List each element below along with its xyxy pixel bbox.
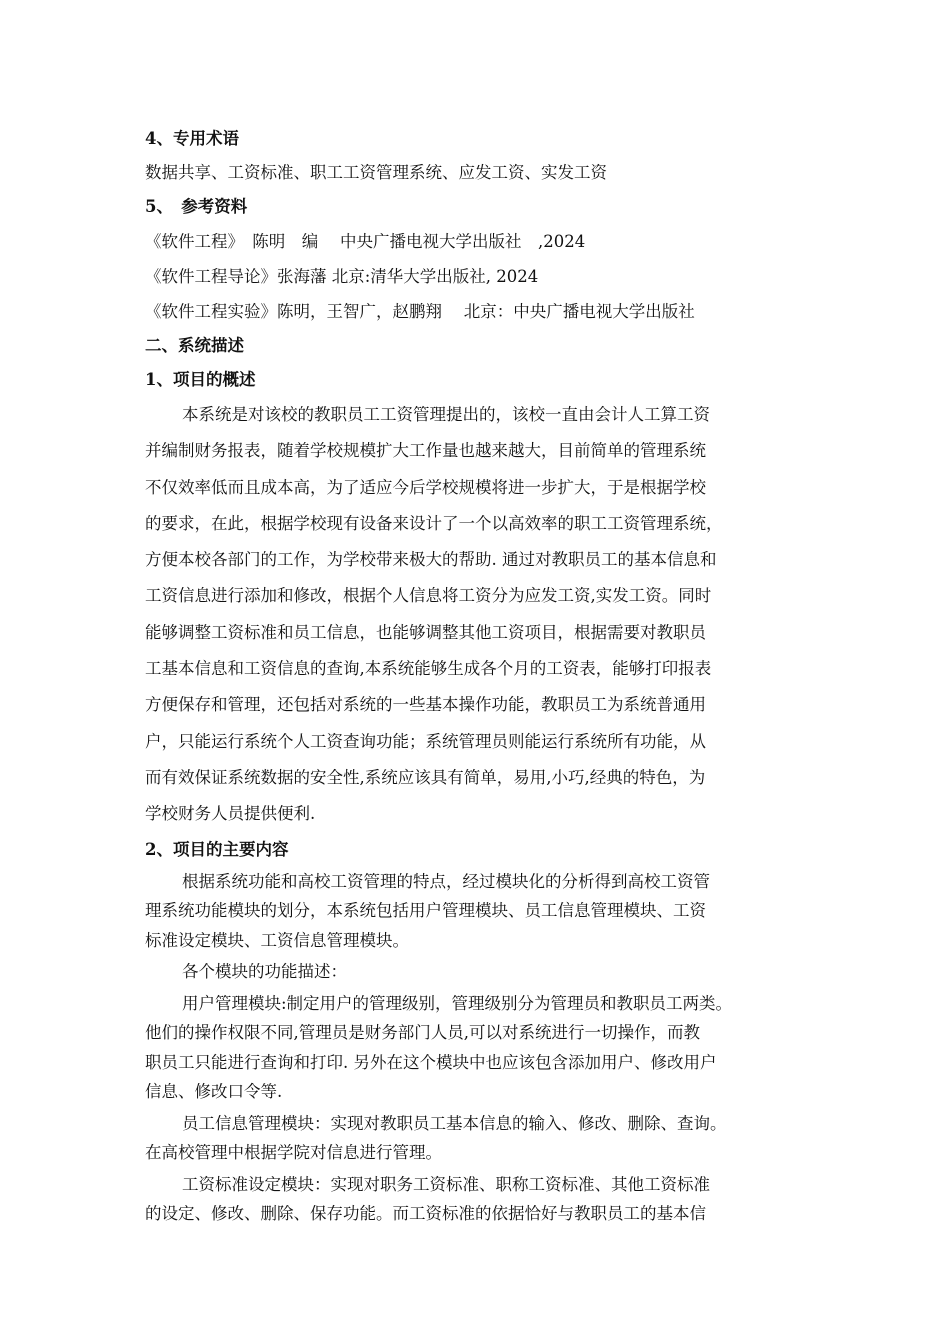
section-heading-terms: 4、专用术语: [145, 129, 239, 148]
paragraph-line: 方便本校各部门的工作，为学校带来极大的帮助. 通过对教职员工的基本信息和: [145, 550, 717, 570]
paragraph-line: 的要求，在此，根据学校现有设备来设计了一个以高效率的职工工资管理系统，: [145, 513, 723, 533]
paragraph-line: 户，只能运行系统个人工资查询功能；系统管理员则能运行系统所有功能，从: [145, 731, 706, 751]
reference-item: 《软件工程》 陈明 编 中央广播电视大学出版社 ,2024: [145, 232, 586, 251]
section-heading-main-content: 2、项目的主要内容: [145, 839, 289, 859]
content-paragraph-employee-module: [145, 1109, 825, 1168]
paragraph-line: 各个模块的功能描述：: [182, 962, 347, 982]
reference-item: 《软件工程导论》张海藩 北京:清华大学出版社, 2024: [145, 267, 539, 286]
paragraph-line: 能够调整工资标准和员工信息，也能够调整其他工资项目，根据需要对教职员: [145, 622, 706, 642]
paragraph-line: 职员工只能进行查询和打印. 另外在这个模块中也应该包含添加用户、修改用户: [145, 1052, 717, 1072]
paragraph-line: 他们的操作权限不同,管理员是财务部门人员,可以对系统进行一切操作，而教: [145, 1023, 700, 1043]
content-paragraph-user-module: [145, 989, 825, 1107]
paragraph-line: 理系统功能模块的划分，本系统包括用户管理模块、员工信息管理模块、工资: [145, 901, 706, 921]
paragraph-line: 用户管理模块:制定用户的管理级别，管理级别分为管理员和教职员工两类。: [182, 993, 733, 1013]
section-heading-references: 5、 参考资料: [145, 197, 248, 216]
section-heading-overview: 1、项目的概述: [145, 370, 256, 389]
terms-text: 数据共享、工资标准、职工工资管理系统、应发工资、实发工资: [145, 163, 607, 182]
paragraph-line: 本系统是对该校的教职员工工资管理提出的，该校一直由会计人工算工资: [182, 405, 710, 424]
paragraph-line: 标准设定模块、工资信息管理模块。: [145, 930, 409, 950]
paragraph-line: 学校财务人员提供便利.: [145, 804, 316, 824]
document-page: [145, 122, 825, 1229]
paragraph-line: 并编制财务报表，随着学校规模扩大工作量也越来越大，目前简单的管理系统: [145, 441, 706, 461]
paragraph-line: 工基本信息和工资信息的查询,本系统能够生成各个月的工资表，能够打印报表: [145, 659, 712, 679]
paragraph-line: 在高校管理中根据学院对信息进行管理。: [145, 1143, 442, 1163]
reference-list: [145, 224, 825, 329]
paragraph-line: 信息、修改口令等.: [145, 1082, 283, 1102]
paragraph-line: 工资标准设定模块：实现对职务工资标准、职称工资标准、其他工资标准: [182, 1174, 710, 1194]
paragraph-line: 工资信息进行添加和修改，根据个人信息将工资分为应发工资,实发工资。同时: [145, 586, 712, 606]
paragraph-line: 不仅效率低而且成本高，为了适应今后学校规模将进一步扩大，于是根据学校: [145, 477, 706, 497]
paragraph-line: 而有效保证系统数据的安全性,系统应该具有简单，易用,小巧,经典的特色，为: [145, 767, 706, 787]
paragraph-line: 方便保存和管理，还包括对系统的一些基本操作功能，教职员工为系统普通用: [145, 695, 706, 715]
reference-item: 《软件工程实验》陈明，王智广，赵鹏翔 北京：中央广播电视大学出版社: [145, 302, 695, 321]
content-paragraph-intro: [145, 957, 825, 987]
paragraph-line: 的设定、修改、删除、保存功能。而工资标准的依据恰好与教职员工的基本信: [145, 1204, 706, 1224]
content-paragraph-modules: [145, 867, 825, 956]
chapter-heading-system-description: 二、系统描述: [145, 336, 244, 355]
content-paragraph-salary-standard-module: [145, 1170, 825, 1229]
overview-paragraph: [145, 397, 825, 833]
paragraph-line: 员工信息管理模块：实现对教职员工基本信息的输入、修改、删除、查询。: [182, 1113, 727, 1133]
paragraph-line: 根据系统功能和高校工资管理的特点，经过模块化的分析得到高校工资管: [182, 871, 710, 891]
